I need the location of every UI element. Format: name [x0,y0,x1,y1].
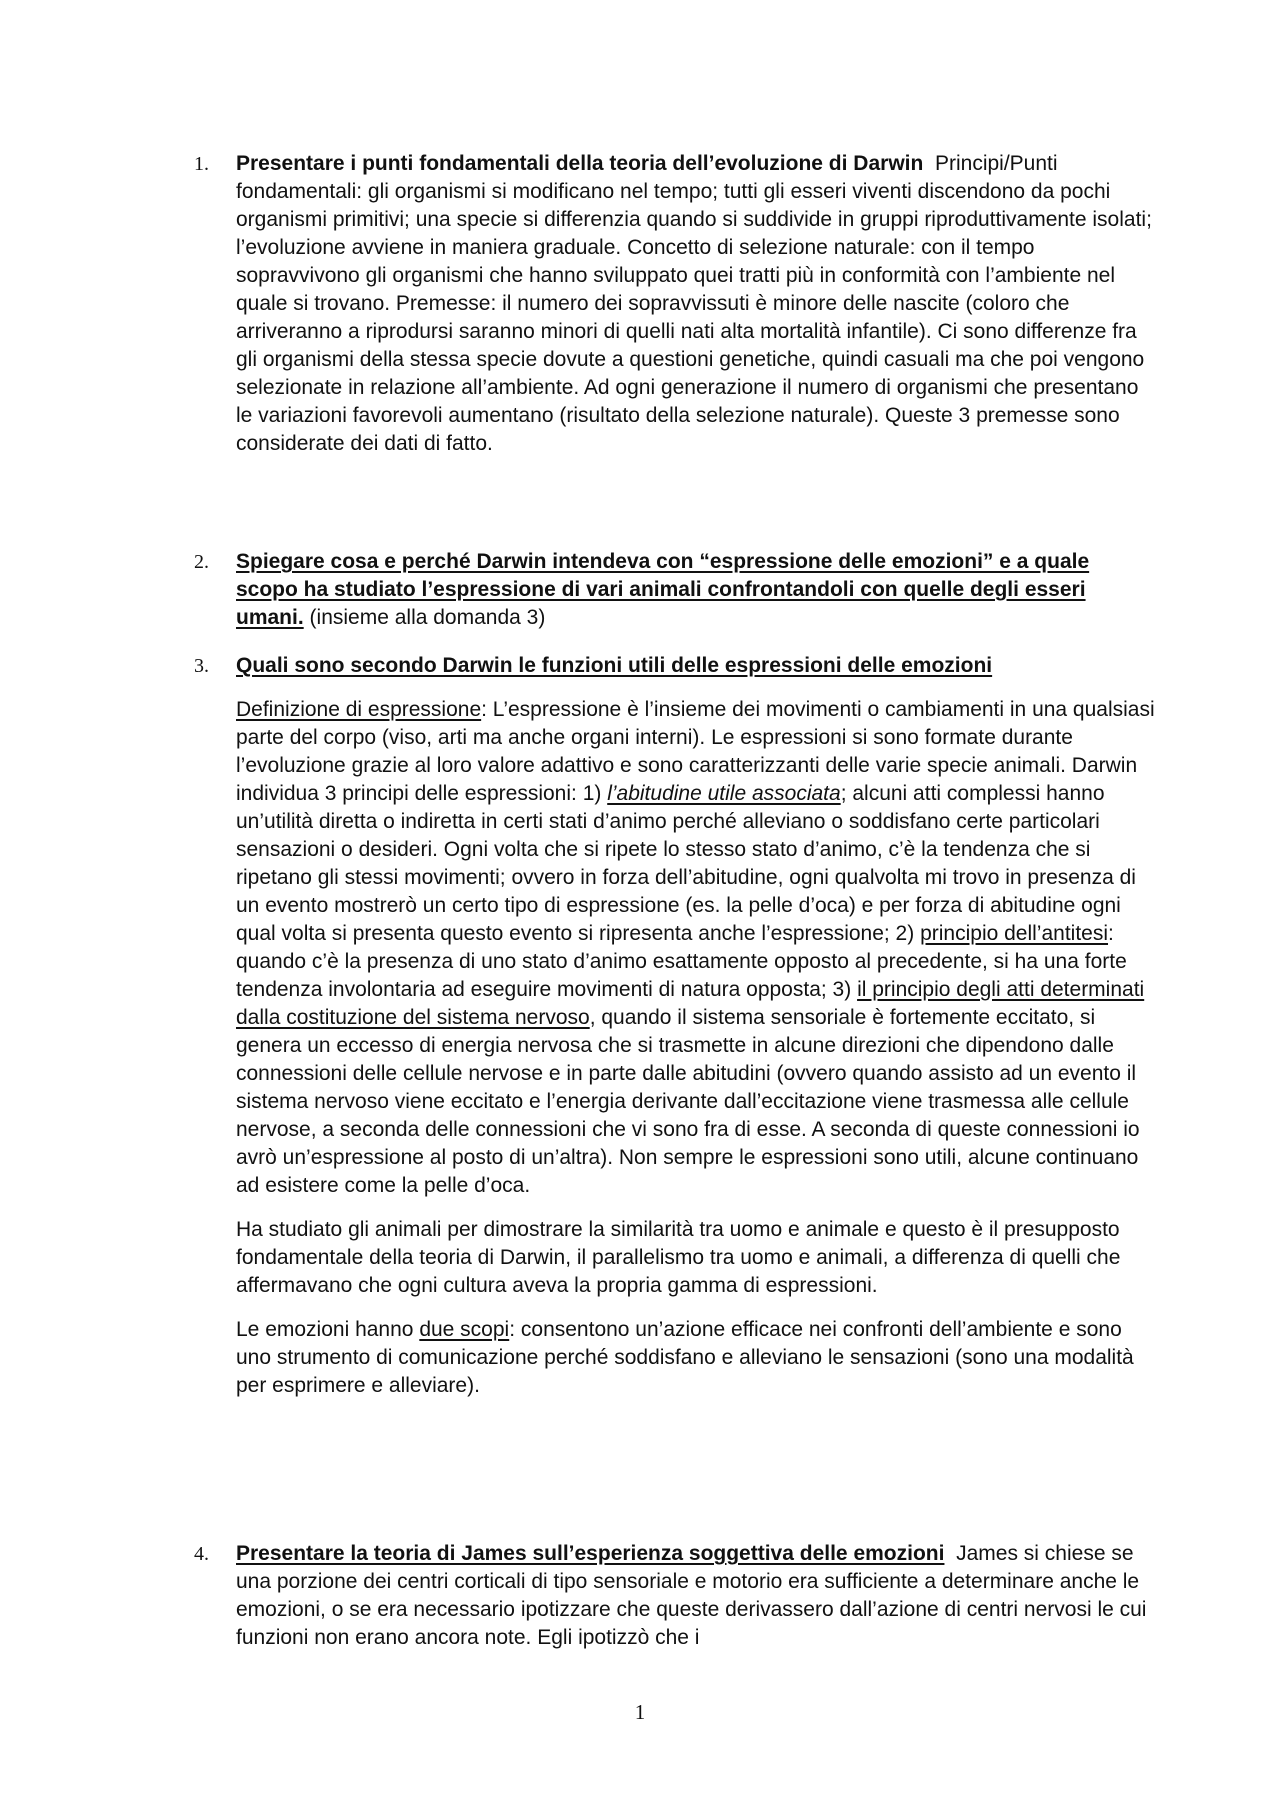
question-3-paragraph-2: Ha studiato gli animali per dimostrare la similarità tra uomo e animale e questo è il presupposto fondamentale della teoria di Darwin, il parallelismo tra uomo e animali, a differenza di quelli che affermavano che ogni cultura aveva la propria gamma di espressioni. [236,1218,1121,1297]
two-purposes-term: due scopi [419,1318,510,1341]
question-1-text [236,150,1156,458]
question-2 [194,548,1156,632]
principle-2-term: principio dell’antitesi [920,922,1109,945]
paragraph-text: : consentono un’azione efficace nei confronti dell’ambiente e sono uno strumento di comunicazione perché soddisfano e alleviano le sensazioni (sono una modalità per esprimere e alleviare). [236,1318,1134,1397]
paragraph-text: : L’espressione è l’insieme dei movimenti o cambiamenti in una qualsiasi parte del corpo (viso, arti ma anche organi interni). Le espressioni si sono formate durante l’evoluzione grazie al loro valore adattivo e sono caratterizzanti delle varie specie animali. Darwin individua 3 principi delle espressioni: 1) [236,698,1155,805]
list-number: 1. [194,153,209,175]
question-1 [194,150,1156,458]
principle-1-term: l’abitudine utile associata [607,782,841,805]
question-1-title: Presentare i punti fondamentali della teoria dell’evoluzione di Darwin [236,152,924,175]
question-3-title-line [236,652,1156,680]
question-3-paragraph-1 [236,696,1156,1200]
question-4-title: Presentare la teoria di James sull’esperienza soggettiva delle emozioni [236,1542,945,1565]
question-3-paragraph-3 [236,1316,1156,1400]
question-2-text [236,548,1156,632]
question-4-text [236,1540,1156,1652]
paragraph-text: ; alcuni atti complessi hanno un’utilità diretta o indiretta in certi stati d’animo perché alleviano o soddisfano certe particolari sensazioni o desideri. Ogni volta che si ripete lo stesso stato d’animo, c’è la tendenza che si ripetano gli stessi movimenti; ovvero in forza dell’abitudine, ogni qualvolta mi trovo in presenza di un evento mostrerò un certo tipo di espressione (es. la pelle d’oca) e per forza di abitudine ogni qual volta si presenta questo evento si ripresenta anche l’espressione; 2) [236,782,1136,945]
principle-3-term: il principio degli atti determinati dalla costituzione del sistema nervoso [236,978,1145,1029]
definition-label: Definizione di espressione [236,698,482,721]
question-2-title: Spiegare cosa e perché Darwin intendeva con “espressione delle emozioni” e a quale scopo ha studiato l’espressione di vari animali confrontandoli con quelle degli esseri umani. [236,550,1090,629]
list-number: 3. [194,655,209,677]
paragraph-text: : quando c’è la presenza di uno stato d’animo esattamente opposto al precedente, si ha una forte tendenza involontaria ad eseguire movimenti di natura opposta; 3) [236,922,1127,1001]
paragraph-text: Le emozioni hanno [236,1318,420,1341]
list-number: 2. [194,551,209,573]
question-4 [194,1540,1156,1652]
paragraph-text: , quando il sistema sensoriale è fortemente eccitato, si genera un eccesso di energia nervosa che si trasmette in alcune direzioni che dipendono dalle connessioni delle cellule nervose e in parte dalle abitudini (ovvero quando assisto ad un evento il sistema nervoso viene eccitato e l’energia derivante dall’eccitazione viene trasmessa alle cellule nervose, a seconda delle connessioni che vi sono fra di esse. A seconda di queste connessioni io avrò un’espressione al posto di un’altra). Non sempre le espressioni sono utili, alcune continuano ad esistere come la pelle d’oca. [236,1006,1140,1197]
question-3-title: Quali sono secondo Darwin le funzioni utili delle espressioni delle emozioni [236,654,993,677]
question-1-body: Principi/Punti fondamentali: gli organismi si modificano nel tempo; tutti gli esseri viventi discendono da pochi organismi primitivi; una specie si differenzia quando si suddivide in gruppi riproduttivamente isolati; l’evoluzione avviene in maniera graduale. Concetto di selezione naturale: con il tempo sopravvivono gli organismi che hanno sviluppato quei tratti più in conformità con l’ambiente nel quale si trovano. Premesse: il numero dei sopravvissuti è minore delle nascite (coloro che arriveranno a riprodursi saranno minori di quelli nati alta mortalità infantile). Ci sono differenze fra gli organismi della stessa specie dovute a questioni genetiche, quindi casuali ma che poi vengono selezionate in relazione all’ambiente. Ad ogni generazione il numero di organismi che presentano le variazioni favorevoli aumentano (risultato della selezione naturale). Queste 3 premesse sono considerate dei dati di fatto. [236,152,1152,455]
page-number: 1 [634,1700,646,1724]
question-4-body: James si chiese se una porzione dei centri corticali di tipo sensoriale e motorio era sufficiente a determinare anche le emozioni, o se era necessario ipotizzare che queste derivassero dall’azione di centri nervosi le cui funzioni non erano ancora note. Egli ipotizzò che i [236,1542,1147,1649]
question-2-note: (insieme alla domanda 3) [309,606,546,629]
question-3 [194,652,1156,1400]
list-number: 4. [194,1543,209,1565]
